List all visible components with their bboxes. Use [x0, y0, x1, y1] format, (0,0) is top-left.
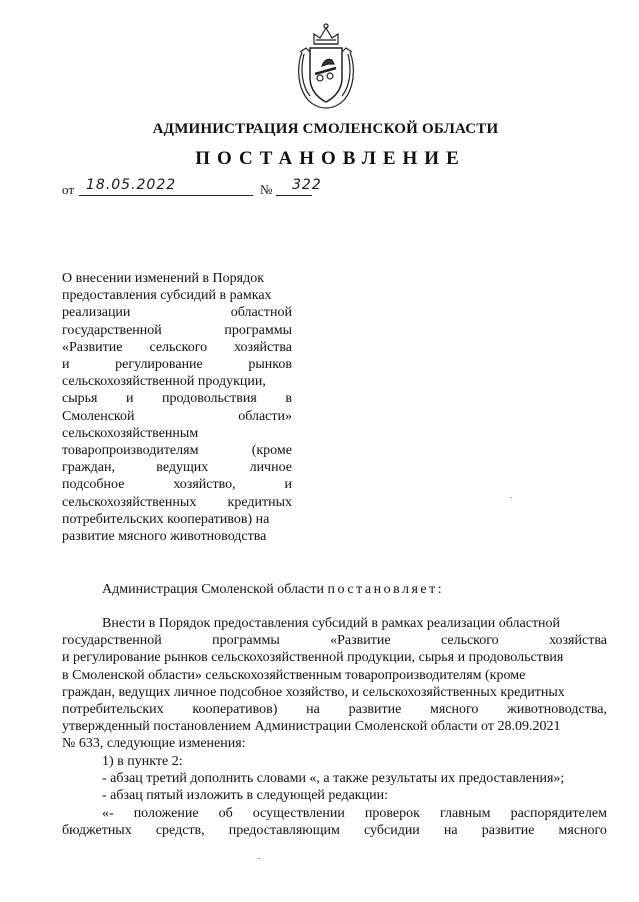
paragraph-line: Внести в Порядок предоставления субсидий в рамках реализации областной — [102, 616, 561, 631]
subject-line — [62, 494, 292, 511]
subject-line — [62, 356, 292, 373]
handwritten-date: 18.05.2022 — [86, 177, 177, 193]
word: кредитных — [227, 494, 292, 510]
word: кооперативов) — [192, 702, 278, 718]
agency-name: АДМИНИСТРАЦИЯ СМОЛЕНСКОЙ ОБЛАСТИ — [152, 121, 499, 137]
preamble — [62, 581, 607, 598]
word: средств, — [155, 823, 205, 839]
item-line: 1) в пункте 2: — [102, 754, 183, 769]
item-line: - абзац третий дополнить словами «, а также результаты их предоставления»; — [102, 771, 565, 787]
word: мясного — [430, 702, 479, 718]
word: области» — [238, 408, 292, 424]
scan-speck — [510, 497, 512, 498]
word: ведущих — [156, 460, 209, 476]
subject-line — [62, 476, 292, 493]
word: Смоленской — [62, 408, 135, 424]
document-subject — [62, 270, 292, 545]
word: граждан, — [62, 460, 115, 476]
amendment-items — [62, 753, 607, 805]
paragraph-line — [62, 822, 607, 839]
subject-line: сельскохозяйственным — [62, 425, 199, 441]
word: осуществлении — [252, 806, 345, 821]
word: программы — [224, 322, 292, 338]
word: и — [62, 357, 70, 373]
paragraph-line: и регулирование рынков сельскохозяйственной продукции, сырья и продовольствия — [62, 650, 564, 666]
date-number-line — [62, 177, 322, 200]
paragraph-line — [62, 632, 607, 649]
word: личное — [249, 460, 292, 476]
word: реализации — [62, 305, 131, 321]
subject-line: сельскохозяйственной продукции, — [62, 374, 266, 390]
word: сырья — [62, 391, 98, 407]
subject-line — [62, 390, 292, 407]
word: программы — [212, 633, 280, 649]
word: распорядителем — [510, 806, 607, 821]
subject-line: предоставления субсидий в рамках — [62, 288, 272, 304]
paragraph-line: граждан, ведущих личное подсобное хозяйство, и сельскохозяйственных кредитных — [62, 684, 565, 700]
paragraph-line: в Смоленской области» сельскохозяйственным товаропроизводителям (кроме — [62, 667, 526, 683]
subject-line — [62, 322, 292, 339]
subject-line — [62, 408, 292, 425]
subject-line — [62, 304, 292, 321]
word: сельского — [441, 633, 499, 649]
word: бюджетных — [62, 823, 132, 839]
word: рынков — [248, 357, 292, 373]
document-type: ПОСТАНОВЛЕНИЕ — [195, 148, 466, 169]
word: «Развитие — [330, 633, 391, 649]
word: и — [125, 391, 134, 407]
paragraph-line — [62, 701, 607, 718]
word: государственной — [62, 633, 162, 649]
preamble-decree-word: постановляет: — [327, 582, 445, 597]
subject-line: развитие мясного животноводства — [62, 529, 267, 545]
word: в — [285, 391, 292, 407]
preamble-text: Администрация Смоленской области — [102, 582, 325, 597]
word: развитие — [348, 702, 402, 718]
word: и — [284, 477, 292, 493]
word: «- — [102, 806, 114, 821]
amendment-text — [62, 805, 607, 839]
word: мясного — [558, 823, 607, 839]
word: развитие — [481, 823, 535, 839]
word: государственной — [62, 322, 162, 338]
subject-line: О внесении изменений в Порядок — [62, 271, 265, 286]
subject-line — [62, 459, 292, 476]
item-line: - абзац пятый изложить в следующей редакции: — [102, 788, 388, 804]
word: продовольствия — [162, 391, 257, 407]
subject-line — [62, 442, 292, 459]
word: на — [443, 823, 458, 839]
word: животноводства, — [507, 702, 607, 718]
word: предоставляющим — [228, 823, 340, 839]
subject-line: потребительских кооперативов) на — [62, 511, 270, 527]
paragraph-line: утвержденный постановлением Администрации Смоленской области от 28.09.2021 — [62, 719, 561, 735]
word: сельскохозяйственных — [62, 494, 197, 510]
word: положение — [133, 806, 199, 821]
word: на — [306, 702, 320, 718]
word: (кроме — [251, 443, 292, 459]
word: потребительских — [62, 702, 164, 718]
word: регулирование — [115, 357, 203, 373]
paragraph-line — [62, 805, 607, 822]
main-paragraph — [62, 615, 607, 753]
word: хозяйство, — [173, 477, 236, 493]
word: сельского — [149, 339, 208, 355]
smolensk-coat-of-arms-emblem — [294, 22, 358, 110]
word: субсидии — [364, 823, 420, 839]
number-label: № — [260, 182, 273, 197]
word: об — [218, 806, 233, 821]
word: главным — [439, 806, 491, 821]
subject-line — [62, 339, 292, 356]
date-underline — [79, 195, 253, 196]
number-underline — [276, 195, 312, 196]
scan-speck — [258, 858, 260, 859]
word: областной — [230, 305, 292, 321]
word: проверок — [364, 806, 420, 821]
paragraph-line: № 633, следующие изменения: — [62, 736, 246, 752]
handwritten-number: 322 — [292, 177, 322, 193]
word: «Развитие — [62, 339, 123, 355]
word: хозяйства — [549, 633, 607, 649]
word: товаропроизводителям — [62, 443, 199, 459]
word: подсобное — [62, 477, 125, 493]
date-label: от — [62, 182, 75, 197]
word: хозяйства — [234, 339, 292, 355]
